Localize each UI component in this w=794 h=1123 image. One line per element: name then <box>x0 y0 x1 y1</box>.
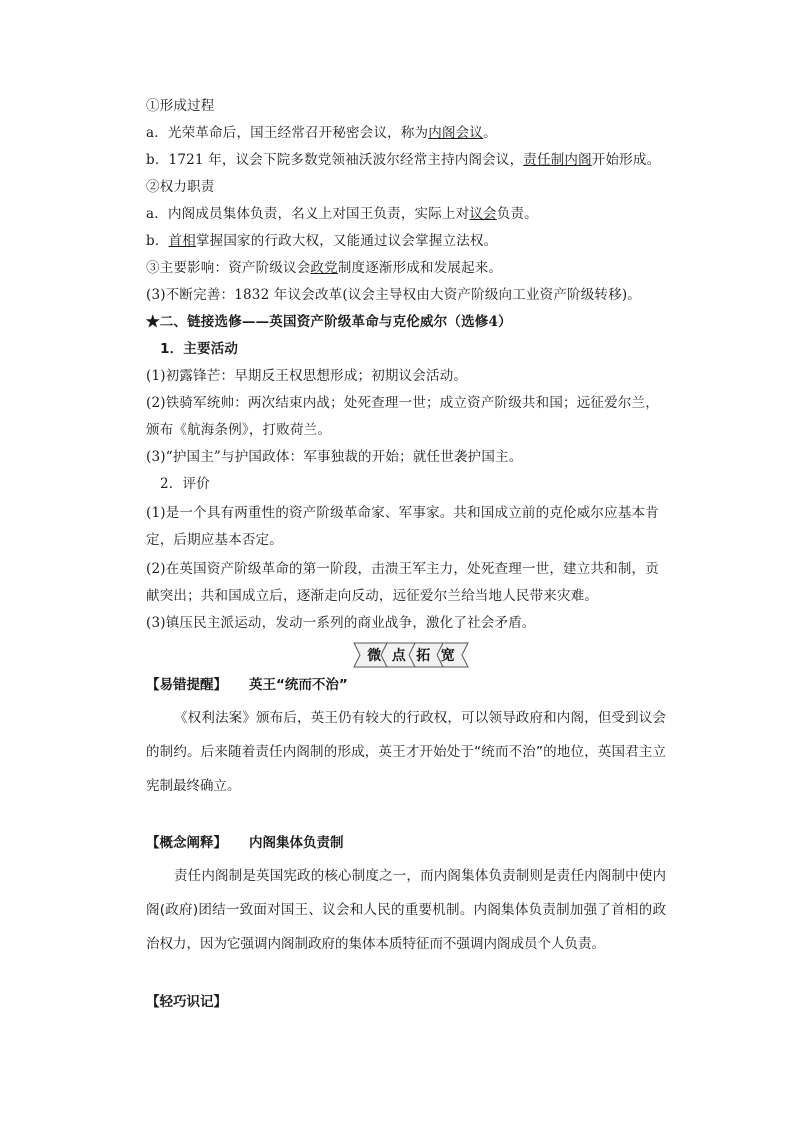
item-powers-a: a．内阁成员集体负责，名义上对国王负责，实际上对议会负责。 <box>146 206 538 222</box>
box-tag: 【概念阐释】 <box>146 835 227 851</box>
box-error-reminder-title <box>146 675 348 695</box>
item-impact: ③主要影响：资产阶级议会政党制度逐渐形成和发展起来。 <box>146 260 503 276</box>
evaluation-1-line2: 定，后期应基本否定。 <box>146 532 283 548</box>
banner-char: 拓 <box>416 648 431 664</box>
activity-2-line1: (2)铁骑军统帅：两次结束内战；处死查理一世；成立资产阶级共和国；远征爱尔兰， <box>146 395 659 411</box>
box-error-reminder-body: 《权利法案》颁布后，英王仍有较大的行政权，可以领导政府和内阁，但受到议会的制约。后来随着责任内阁制的形成，英王才开始处于“统而不治”的地位，英国君主立宪制最终确立。 <box>146 710 666 794</box>
evaluation-3: (3)镇压民主派运动，发动一系列的商业战争，激化了社会矛盾。 <box>146 615 536 631</box>
item-powers-b: b．首相掌握国家的行政大权，又能通过议会掌握立法权。 <box>146 233 498 249</box>
box-subtitle: 内阁集体负责制 <box>249 835 344 851</box>
heading-formation: ①形成过程 <box>146 98 215 114</box>
item-formation-a: a．光荣革命后，国王经常召开秘密会议，称为内阁会议。 <box>146 125 497 141</box>
section-cromwell-heading: ★二、链接选修——英国资产阶级革命与克伦威尔（选修4） <box>146 314 512 330</box>
banner-char: 微 <box>367 648 382 664</box>
banner-char: 点 <box>391 648 406 664</box>
term-party: 政党 <box>310 260 338 276</box>
section-banner <box>352 642 470 668</box>
activity-1: (1)初露锋芒：早期反王权思想形成；初期议会活动。 <box>146 368 468 384</box>
subheading-activities: 1．主要活动 <box>160 341 239 357</box>
box-subtitle: 英王“统而不治” <box>249 677 348 693</box>
activity-2-line2: 颁布《航海条例》，打败荷兰。 <box>146 422 332 438</box>
subheading-evaluation: 2．评价 <box>160 476 210 492</box>
term-parliament: 议会 <box>469 206 497 222</box>
banner-char: 宽 <box>440 648 455 664</box>
item-formation-b: b．1721 年，议会下院多数党领袖沃波尔经常主持内阁会议，责任制内阁开始形成。 <box>146 152 661 168</box>
term-cabinet-meeting: 内阁会议 <box>428 125 484 141</box>
evaluation-2-line1: (2)在英国资产阶级革命的第一阶段，击溃王军主力，处死查理一世，建立共和制，贡 <box>146 561 659 577</box>
item-improvement: (3)不断完善：1832 年议会改革(议会主导权由大资产阶级向工业资产阶级转移)。 <box>146 287 642 303</box>
box-tag: 【轻巧识记】 <box>146 994 227 1010</box>
heading-powers: ②权力职责 <box>146 179 215 195</box>
box-concept-body: 责任内阁制是英国宪政的核心制度之一，而内阁集体负责制则是责任内阁制中使内阁(政府)团结一致面对国王、议会和人民的重要机制。内阁集体负责制加强了首相的政治权力，因为它强调内阁制政府的集体本质特征而不强调内阁成员个人负责。 <box>146 868 666 952</box>
evaluation-1-line1: (1)是一个具有两重性的资产阶级革命家、军事家。共和国成立前的克伦威尔应基本肯 <box>146 505 659 521</box>
box-tag: 【易错提醒】 <box>146 677 227 693</box>
box-concept-title <box>146 833 344 853</box>
evaluation-2-line2: 献突出；共和国成立后，逐渐走向反动，远征爱尔兰给当地人民带来灾难。 <box>146 588 599 604</box>
term-prime-minister: 首相 <box>168 233 196 249</box>
activity-3: (3)“护国主”与护国政体：军事独裁的开始；就任世袭护国主。 <box>146 449 523 465</box>
term-responsible-cabinet: 责任制内阁 <box>523 152 592 168</box>
box-memory-title <box>146 992 227 1012</box>
